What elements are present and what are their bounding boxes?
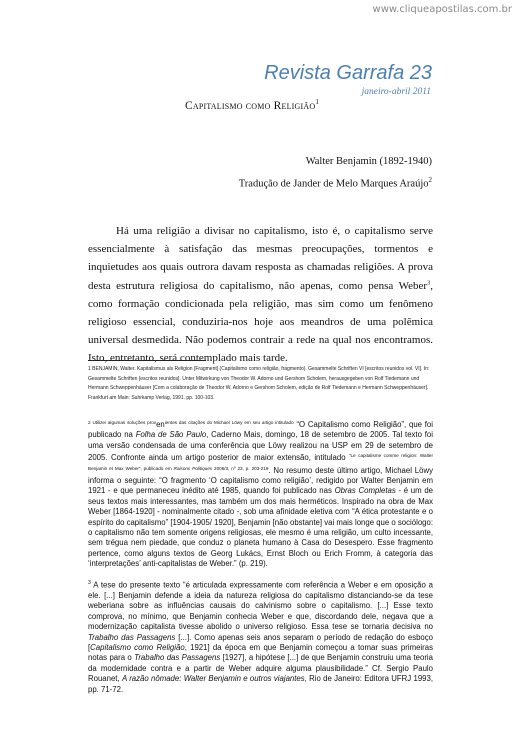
translation-footnote-marker[interactable]: 2 [428, 176, 432, 184]
journal-issue: janeiro-abril 2011 [361, 87, 431, 97]
footnote-3-text: [...]. Como apenas seis anos separam o período de redação do esboço [ [88, 632, 433, 653]
footnote-2-works: Obras Completas [334, 486, 396, 496]
article-title [185, 98, 319, 112]
footnote-2-small: 2006/3, nº 23, p. 203-219 [212, 465, 269, 471]
footnote-3-arcades: Trabalho das Passagens [134, 653, 221, 663]
journal-name: Revista Garrafa 23 [264, 62, 432, 84]
footnote-2-small: “Le capitalisme comme religion: Walter Benjamin et Max Weber”, publicado em [88, 453, 433, 471]
title-footnote-marker[interactable]: 1 [315, 98, 320, 106]
footnote-3-text: , 1921] da época em que Benjamin começou a tomar suas primeiras notas para o [88, 643, 433, 663]
footnote-2-journal: Raisons Politiques [173, 465, 213, 471]
article-translation [239, 176, 432, 190]
body-footnote-marker[interactable]: 3 [427, 278, 431, 286]
footnote-2-text: en [156, 420, 165, 429]
article-author: Walter Benjamin (1892-1940) [305, 156, 432, 167]
footnote-3-book: Capitalismo como Religião [90, 643, 185, 653]
footnote-3 [88, 578, 433, 695]
footnote-2-small: 2 Utilizei algumas soluções prov [88, 420, 157, 425]
footnote-2-text: - é um de seus textos mais interessantes, mas também um dos mais herméticos. Inspirado na obra de Max Weber [1864-1920] - nominalmente citado -, sob uma afinidade eletiva com “A ética protestante e o espírito do capitalismo” [1904-1905/ 1920], Benjamin [não obstante] vai mais longe que o sociólogo: o capitalismo não tem somente origens religiosas, ele mesmo é uma religião, um culto incessante, sem trégua nem piedade, que conduz o planeta humano à Casa do Desespero. Esse fragmento pertence, como alguns textos de Georg Lukács, Ernst Bloch ou Erich Fromm, à categoria das ‘interpretações’ anti-capitalistas de Weber.” (p. 219). [88, 486, 434, 569]
body-text-part: Há uma religião a divisar no capitalismo, isto é, o capitalismo serve essencialmente à satisfação das mesmas preocupações, tormentos e inquietudes aos quais outrora davam resposta as chamadas religiões. A prova desta estrutura religiosa do capitalismo, não apenas, como pensa Weber [88, 225, 433, 292]
watermark-url: www.cliqueapostilas.com.br [372, 4, 512, 15]
body-text-part: , como formação condicionada pela religião, mas sim como um fenômeno religioso essencial, conduziria-nos hoje aos meandros de uma polêmica universal desmedida. Não podemos contrair a rede na qual nos encontramos. Isto, entretanto, será contemplado mais tarde. [88, 279, 433, 365]
footnote-3-reference: A razão nômade: Walter Benjamin e outros viajantes [121, 674, 305, 684]
footnote-2-small: ientes das citações do Michael Löwy em seu artigo intitulado [164, 420, 294, 425]
footnote-3-number: 3 [88, 580, 91, 586]
footnote-3-text: A tese do presente texto “é articulada expressamente com referência a Weber e em oposição a ele. [...] Benjamin defende a ideia da natureza religiosa do capitalismo distanciando-se da tese weberiana sobre as influências causais do calvinismo sobre o capitalismo. [...] Esse texto comprova, no mínimo, que Benjamin conhecia Weber e que, discordando dele, negava que a modernização capitalista tivesse abolido o universo religioso. Essa tese se tornaria decisiva no [88, 580, 433, 632]
footnote-3-text: [1927], a hipótese [...] de que Benjamin construiu uma teoria da modernidade contra e a partir de Weber adquire alguma plausibilidade.” Cf. Sergio Paulo Rouanet, [88, 653, 433, 684]
body-paragraph [88, 222, 433, 368]
footnote-1: 1 BENJAMIN, Walter. Kapitalismus als Religion [Fragment] (Capitalismo como religião, fragmento). Gesammelte Schriften VI [escritos reunidos vol. VI]. In: Gesammelte Schriften [escritos reunidos]. Unter Mitwirkung von Theodor W. Adorno und Gershom Scholem, herausgegeben von Rolf Tiedemann und Hermann Schweppenhäuser [Com a colaboração de Theodor W. Adorno e Gershom Scholem, edição de Rolf Tiedemann e Hermann Schweppenhäuser]. Frankfurt am Main: Suhrkamp Verlag, 1991. pp. 100-103. [88, 366, 430, 401]
footnote-2 [88, 418, 433, 570]
footnote-2-text: , Caderno Mais, domingo, 18 de setembro de 2005. Tal texto foi uma versão condensada de uma conferência que Löwy realizou na USP em 29 de setembro de 2005. Confronte ainda um artigo posterior de maior extensão, intitulado [88, 430, 433, 463]
article-title-text: Capitalismo como Religião [185, 99, 316, 112]
footnote-divider [88, 360, 206, 361]
footnote-2-text: . No resumo deste último artigo, Michael Löwy informa o seguinte: “O fragmento ‘O capitalismo como religião’, redigido por Walter Benjamin em 1921 - e que permaneceu inédito até 1985, quando foi publicado nas [88, 465, 433, 496]
footnote-3-arcades: Trabalho das Passagens [88, 632, 176, 642]
footnote-2-text: “O Capitalismo como Religião”, que foi publicado na [88, 420, 434, 440]
footnote-3-text: , Rio de Janeiro: Editora UFRJ 1993, pp. 71-72. [88, 674, 433, 694]
translation-text: Tradução de Jander de Melo Marques Araújo [238, 178, 429, 190]
footnote-2-newspaper: Folha de São Paulo [135, 430, 207, 440]
